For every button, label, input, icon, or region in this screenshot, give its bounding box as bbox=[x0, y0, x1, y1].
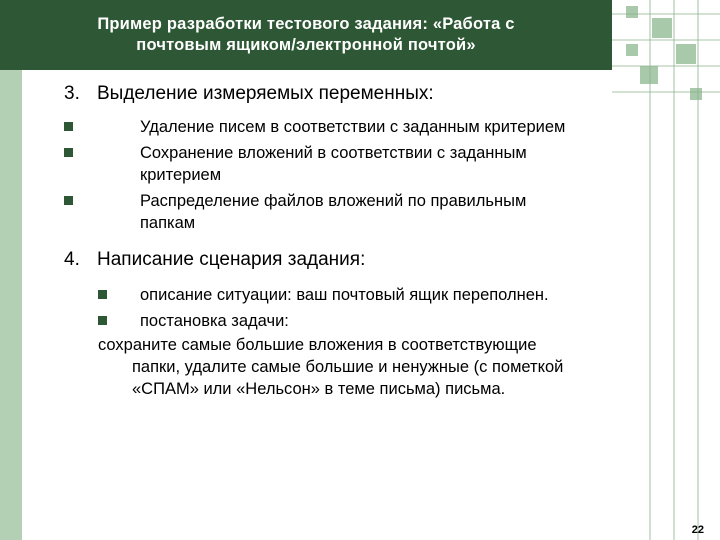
list-item bbox=[64, 284, 674, 306]
page-number: 22 bbox=[691, 524, 704, 536]
bullet-text: описание ситуации: ваш почтовый ящик переполнен. bbox=[140, 286, 549, 304]
section-4-number: 4. bbox=[64, 249, 80, 270]
bullet-text: Распределение файлов вложений по правильным bbox=[140, 192, 527, 210]
task-paragraph-line-1: сохраните самые большие вложения в соответствующие bbox=[98, 336, 537, 354]
slide-body bbox=[64, 82, 674, 400]
task-paragraph-line-3: «СПАМ» или «Нельсон» в теме письма) письма. bbox=[132, 380, 506, 398]
bullet-marker bbox=[98, 316, 107, 325]
bullet-marker bbox=[64, 122, 73, 131]
section-4-heading bbox=[64, 248, 674, 272]
bullet-text: Удаление писем в соответствии с заданным критерием bbox=[140, 118, 566, 136]
section-3-bullet-list bbox=[64, 116, 674, 234]
bullet-text: Сохранение вложений в соответствии с заданным bbox=[140, 144, 527, 162]
task-paragraph-line-2: папки, удалите самые большие и ненужные (с пометкой bbox=[132, 358, 564, 376]
list-item bbox=[64, 310, 674, 332]
task-paragraph bbox=[98, 334, 674, 400]
bullet-marker bbox=[98, 290, 107, 299]
section-4-bullet-list bbox=[64, 284, 674, 332]
bullet-marker bbox=[64, 148, 73, 157]
slide-title-line-1: Пример разработки тестового задания: «Работа с bbox=[97, 15, 515, 33]
list-item bbox=[64, 190, 674, 234]
list-item bbox=[64, 116, 674, 138]
bullet-text: постановка задачи: bbox=[140, 312, 289, 330]
bullet-text-continuation: критерием bbox=[140, 166, 222, 184]
section-4-heading-text: Написание сценария задания: bbox=[97, 249, 366, 270]
section-3-number: 3. bbox=[64, 83, 80, 104]
section-3-heading bbox=[64, 82, 674, 106]
list-item bbox=[64, 142, 674, 186]
bullet-text-continuation: папкам bbox=[140, 214, 196, 232]
slide-title-line-2: почтовым ящиком/электронной почтой» bbox=[136, 36, 476, 54]
section-3-heading-text: Выделение измеряемых переменных: bbox=[97, 83, 434, 104]
bullet-marker bbox=[64, 196, 73, 205]
